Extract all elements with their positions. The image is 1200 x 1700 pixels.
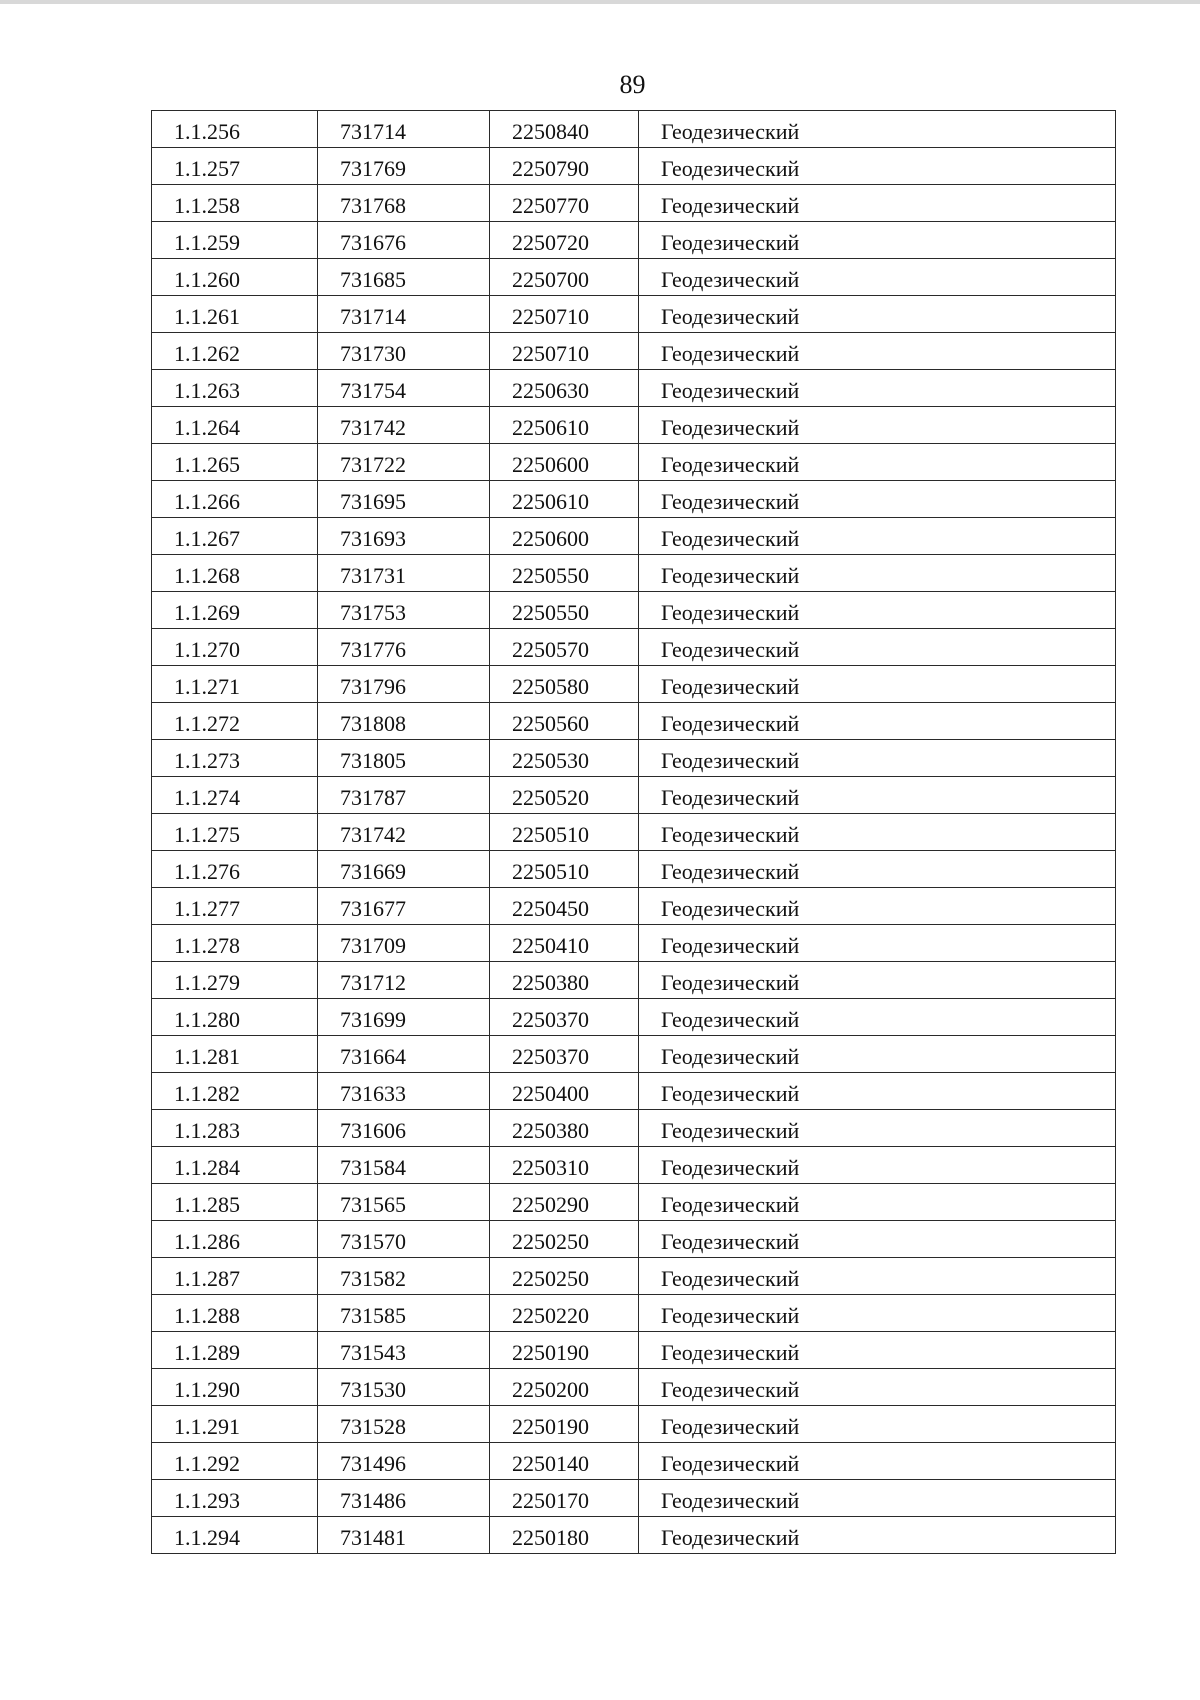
table-row (152, 666, 1116, 703)
method-cell: Геодезический (639, 259, 1116, 296)
coordinate-y-cell: 2250510 (490, 851, 639, 888)
point-number-cell: 1.1.262 (152, 333, 318, 370)
point-number-cell: 1.1.276 (152, 851, 318, 888)
method-cell: Геодезический (639, 592, 1116, 629)
coordinate-y-cell: 2250220 (490, 1295, 639, 1332)
coordinate-x-cell: 731496 (318, 1443, 490, 1480)
point-number-cell: 1.1.289 (152, 1332, 318, 1369)
coordinate-x-cell: 731486 (318, 1480, 490, 1517)
method-cell: Геодезический (639, 518, 1116, 555)
method-cell: Геодезический (639, 1110, 1116, 1147)
coordinate-x-cell: 731742 (318, 407, 490, 444)
table-row (152, 888, 1116, 925)
coordinate-y-cell: 2250530 (490, 740, 639, 777)
coordinate-x-cell: 731530 (318, 1369, 490, 1406)
coordinate-y-cell: 2250410 (490, 925, 639, 962)
coordinate-y-cell: 2250370 (490, 1036, 639, 1073)
table-row (152, 703, 1116, 740)
coordinate-x-cell: 731584 (318, 1147, 490, 1184)
point-number-cell: 1.1.288 (152, 1295, 318, 1332)
table-row (152, 592, 1116, 629)
coordinate-x-cell: 731714 (318, 111, 490, 148)
table-row (152, 222, 1116, 259)
coordinate-x-cell: 731685 (318, 259, 490, 296)
method-cell: Геодезический (639, 1517, 1116, 1554)
coordinate-y-cell: 2250520 (490, 777, 639, 814)
method-cell: Геодезический (639, 999, 1116, 1036)
table-row (152, 185, 1116, 222)
coordinates-table (151, 110, 1116, 1554)
coordinate-y-cell: 2250190 (490, 1332, 639, 1369)
point-number-cell: 1.1.294 (152, 1517, 318, 1554)
point-number-cell: 1.1.266 (152, 481, 318, 518)
point-number-cell: 1.1.281 (152, 1036, 318, 1073)
table-row (152, 962, 1116, 999)
method-cell: Геодезический (639, 111, 1116, 148)
coordinate-y-cell: 2250380 (490, 962, 639, 999)
point-number-cell: 1.1.286 (152, 1221, 318, 1258)
coordinate-y-cell: 2250710 (490, 296, 639, 333)
table-row (152, 111, 1116, 148)
coordinate-x-cell: 731585 (318, 1295, 490, 1332)
table-row (152, 518, 1116, 555)
coordinate-x-cell: 731481 (318, 1517, 490, 1554)
point-number-cell: 1.1.292 (152, 1443, 318, 1480)
point-number-cell: 1.1.268 (152, 555, 318, 592)
point-number-cell: 1.1.267 (152, 518, 318, 555)
coordinate-x-cell: 731769 (318, 148, 490, 185)
point-number-cell: 1.1.258 (152, 185, 318, 222)
method-cell: Геодезический (639, 1184, 1116, 1221)
table-row (152, 1406, 1116, 1443)
coordinate-x-cell: 731693 (318, 518, 490, 555)
coordinate-x-cell: 731808 (318, 703, 490, 740)
table-row (152, 999, 1116, 1036)
method-cell: Геодезический (639, 1369, 1116, 1406)
coordinate-x-cell: 731754 (318, 370, 490, 407)
table-row (152, 1184, 1116, 1221)
coordinate-y-cell: 2250510 (490, 814, 639, 851)
table-row (152, 1073, 1116, 1110)
method-cell: Геодезический (639, 1443, 1116, 1480)
method-cell: Геодезический (639, 1258, 1116, 1295)
table-row (152, 777, 1116, 814)
method-cell: Геодезический (639, 222, 1116, 259)
point-number-cell: 1.1.284 (152, 1147, 318, 1184)
table-row (152, 1443, 1116, 1480)
method-cell: Геодезический (639, 1295, 1116, 1332)
point-number-cell: 1.1.273 (152, 740, 318, 777)
point-number-cell: 1.1.291 (152, 1406, 318, 1443)
coordinate-x-cell: 731768 (318, 185, 490, 222)
coordinate-x-cell: 731565 (318, 1184, 490, 1221)
coordinate-x-cell: 731753 (318, 592, 490, 629)
table-row (152, 925, 1116, 962)
method-cell: Геодезический (639, 777, 1116, 814)
point-number-cell: 1.1.274 (152, 777, 318, 814)
method-cell: Геодезический (639, 296, 1116, 333)
coordinate-x-cell: 731570 (318, 1221, 490, 1258)
point-number-cell: 1.1.264 (152, 407, 318, 444)
point-number-cell: 1.1.257 (152, 148, 318, 185)
method-cell: Геодезический (639, 888, 1116, 925)
method-cell: Геодезический (639, 481, 1116, 518)
method-cell: Геодезический (639, 1332, 1116, 1369)
method-cell: Геодезический (639, 148, 1116, 185)
point-number-cell: 1.1.283 (152, 1110, 318, 1147)
coordinate-y-cell: 2250200 (490, 1369, 639, 1406)
method-cell: Геодезический (639, 555, 1116, 592)
table-row (152, 1258, 1116, 1295)
method-cell: Геодезический (639, 444, 1116, 481)
coordinate-y-cell: 2250550 (490, 592, 639, 629)
coordinate-y-cell: 2250630 (490, 370, 639, 407)
coordinate-y-cell: 2250600 (490, 518, 639, 555)
point-number-cell: 1.1.278 (152, 925, 318, 962)
point-number-cell: 1.1.263 (152, 370, 318, 407)
coordinate-x-cell: 731664 (318, 1036, 490, 1073)
method-cell: Геодезический (639, 1480, 1116, 1517)
method-cell: Геодезический (639, 333, 1116, 370)
coordinate-y-cell: 2250370 (490, 999, 639, 1036)
method-cell: Геодезический (639, 1406, 1116, 1443)
point-number-cell: 1.1.260 (152, 259, 318, 296)
point-number-cell: 1.1.269 (152, 592, 318, 629)
point-number-cell: 1.1.285 (152, 1184, 318, 1221)
coordinate-y-cell: 2250140 (490, 1443, 639, 1480)
coordinate-y-cell: 2250610 (490, 407, 639, 444)
point-number-cell: 1.1.280 (152, 999, 318, 1036)
coordinates-table-body (152, 111, 1116, 1554)
method-cell: Геодезический (639, 666, 1116, 703)
point-number-cell: 1.1.279 (152, 962, 318, 999)
coordinate-x-cell: 731699 (318, 999, 490, 1036)
table-row (152, 148, 1116, 185)
coordinate-x-cell: 731528 (318, 1406, 490, 1443)
coordinate-y-cell: 2250380 (490, 1110, 639, 1147)
point-number-cell: 1.1.256 (152, 111, 318, 148)
coordinate-x-cell: 731669 (318, 851, 490, 888)
method-cell: Геодезический (639, 925, 1116, 962)
method-cell: Геодезический (639, 1147, 1116, 1184)
table-row (152, 1295, 1116, 1332)
table-row (152, 1517, 1116, 1554)
method-cell: Геодезический (639, 185, 1116, 222)
coordinate-y-cell: 2250580 (490, 666, 639, 703)
table-row (152, 1147, 1116, 1184)
page-number: 89 (619, 70, 646, 99)
coordinate-x-cell: 731776 (318, 629, 490, 666)
point-number-cell: 1.1.287 (152, 1258, 318, 1295)
coordinate-y-cell: 2250450 (490, 888, 639, 925)
coordinate-x-cell: 731722 (318, 444, 490, 481)
point-number-cell: 1.1.270 (152, 629, 318, 666)
table-row (152, 407, 1116, 444)
point-number-cell: 1.1.271 (152, 666, 318, 703)
point-number-cell: 1.1.277 (152, 888, 318, 925)
point-number-cell: 1.1.290 (152, 1369, 318, 1406)
table-row (152, 814, 1116, 851)
coordinate-y-cell: 2250840 (490, 111, 639, 148)
coordinate-x-cell: 731712 (318, 962, 490, 999)
table-row (152, 1221, 1116, 1258)
point-number-cell: 1.1.293 (152, 1480, 318, 1517)
coordinate-x-cell: 731582 (318, 1258, 490, 1295)
method-cell: Геодезический (639, 407, 1116, 444)
coordinate-y-cell: 2250190 (490, 1406, 639, 1443)
coordinate-x-cell: 731787 (318, 777, 490, 814)
table-row (152, 851, 1116, 888)
point-number-cell: 1.1.272 (152, 703, 318, 740)
coordinate-y-cell: 2250250 (490, 1221, 639, 1258)
coordinate-y-cell: 2250180 (490, 1517, 639, 1554)
coordinate-y-cell: 2250790 (490, 148, 639, 185)
method-cell: Геодезический (639, 629, 1116, 666)
coordinate-x-cell: 731709 (318, 925, 490, 962)
method-cell: Геодезический (639, 370, 1116, 407)
coordinate-y-cell: 2250560 (490, 703, 639, 740)
table-row (152, 444, 1116, 481)
method-cell: Геодезический (639, 740, 1116, 777)
coordinate-y-cell: 2250610 (490, 481, 639, 518)
table-row (152, 1369, 1116, 1406)
coordinate-x-cell: 731714 (318, 296, 490, 333)
method-cell: Геодезический (639, 1221, 1116, 1258)
method-cell: Геодезический (639, 851, 1116, 888)
coordinate-x-cell: 731695 (318, 481, 490, 518)
point-number-cell: 1.1.265 (152, 444, 318, 481)
method-cell: Геодезический (639, 962, 1116, 999)
table-row (152, 1036, 1116, 1073)
coordinate-x-cell: 731805 (318, 740, 490, 777)
coordinate-y-cell: 2250400 (490, 1073, 639, 1110)
method-cell: Геодезический (639, 703, 1116, 740)
coordinate-x-cell: 731543 (318, 1332, 490, 1369)
coordinate-y-cell: 2250710 (490, 333, 639, 370)
coordinate-y-cell: 2250600 (490, 444, 639, 481)
coordinate-y-cell: 2250170 (490, 1480, 639, 1517)
coordinate-x-cell: 731633 (318, 1073, 490, 1110)
method-cell: Геодезический (639, 1036, 1116, 1073)
coordinate-x-cell: 731742 (318, 814, 490, 851)
coordinate-x-cell: 731606 (318, 1110, 490, 1147)
coordinate-y-cell: 2250310 (490, 1147, 639, 1184)
method-cell: Геодезический (639, 1073, 1116, 1110)
table-row (152, 259, 1116, 296)
method-cell: Геодезический (639, 814, 1116, 851)
table-row (152, 296, 1116, 333)
coordinate-x-cell: 731731 (318, 555, 490, 592)
table-row (152, 555, 1116, 592)
coordinate-x-cell: 731730 (318, 333, 490, 370)
table-row (152, 629, 1116, 666)
point-number-cell: 1.1.275 (152, 814, 318, 851)
coordinate-y-cell: 2250570 (490, 629, 639, 666)
coordinate-x-cell: 731676 (318, 222, 490, 259)
coordinate-y-cell: 2250250 (490, 1258, 639, 1295)
coordinate-y-cell: 2250700 (490, 259, 639, 296)
point-number-cell: 1.1.282 (152, 1073, 318, 1110)
coordinate-y-cell: 2250770 (490, 185, 639, 222)
coordinate-y-cell: 2250290 (490, 1184, 639, 1221)
table-row (152, 481, 1116, 518)
table-row (152, 370, 1116, 407)
table-row (152, 740, 1116, 777)
point-number-cell: 1.1.259 (152, 222, 318, 259)
table-row (152, 1110, 1116, 1147)
table-row (152, 1480, 1116, 1517)
page-top-edge (0, 0, 1200, 4)
coordinate-y-cell: 2250720 (490, 222, 639, 259)
coordinate-x-cell: 731796 (318, 666, 490, 703)
coordinate-x-cell: 731677 (318, 888, 490, 925)
coordinate-y-cell: 2250550 (490, 555, 639, 592)
point-number-cell: 1.1.261 (152, 296, 318, 333)
table-row (152, 1332, 1116, 1369)
table-row (152, 333, 1116, 370)
